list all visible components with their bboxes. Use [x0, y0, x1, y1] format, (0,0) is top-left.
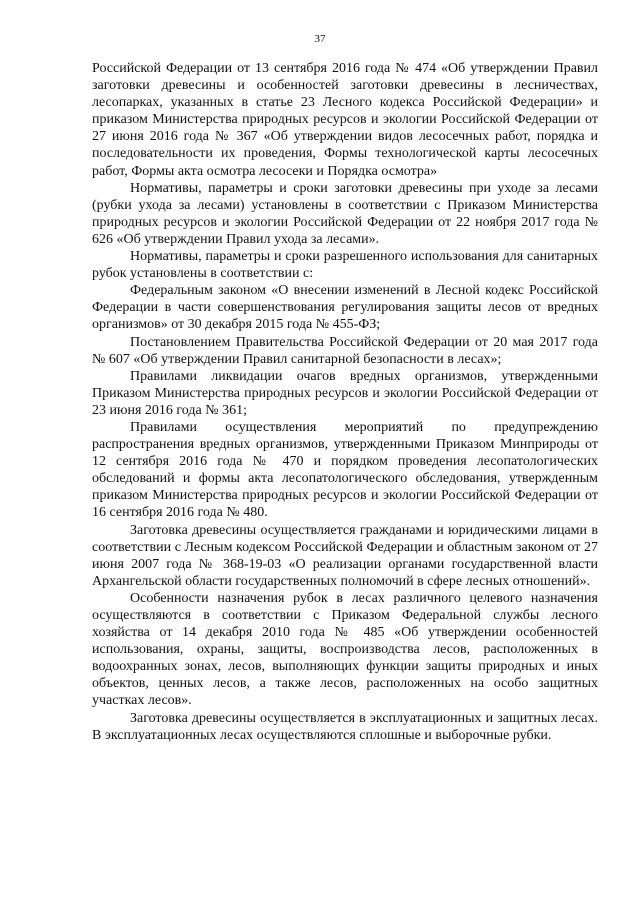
paragraph-harvesting-forests: Заготовка древесины осуществляется в эксплуатационных и защитных лесах. В эксплуатационных лесах осуществляются сплошные и выборочные рубки.: [92, 710, 598, 743]
document-body: [92, 60, 598, 744]
paragraph-timber-harvesting: Заготовка древесины осуществляется гражданами и юридическими лицами в соответствии с Лесным кодексом Российской Федерации и областным законом от 27 июня 2007 года № 368-19-03 «О реализации органами государственной власти Архангельской области государственных полномочий в сфере лесных отношений».: [92, 522, 598, 589]
paragraph-continuation: Российской Федерации от 13 сентября 2016 года № 474 «Об утверждении Правил заготовки древесины и особенностей заготовки древесины в лесничествах, лесопарках, указанных в статье 23 Лесного кодекса Российской Федерации» и приказом Министерства природных ресурсов и экологии Российской Федерации от 27 июня 2016 года № 367 «Об утверждении видов лесосечных работ, порядка и последовательности их проведения, Формы технологической карты лесосечных работ, Формы акта осмотра лесосеки и Порядка осмотра»: [92, 61, 598, 179]
paragraph-government-decree: Постановлением Правительства Российской Федерации от 20 мая 2017 года № 607 «Об утверждении Правил санитарной безопасности в лесах»;: [92, 334, 598, 367]
paragraph-pest-prevention-rules: Правилами осуществления мероприятий по предупреждению распространения вредных организмов, утвержденными Приказом Минприроды от 12 сентября 2016 года № 470 и порядком проведения лесопатологических обследований и формы акта лесопатологического обследования, утвержденным приказом Министерства природных ресурсов и экологии Российской Федерации от 16 сентября 2016 года № 480.: [92, 419, 598, 521]
paragraph-sanitary-standards: Нормативы, параметры и сроки разрешенного использования для санитарных рубок установлены в соответствии с:: [92, 249, 598, 282]
page-number: 37: [314, 33, 326, 45]
paragraph-felling-features: Особенности назначения рубок в лесах различного целевого назначения осуществляются в соответствии с Приказом Федеральной службы лесного хозяйства от 14 декабря 2010 года № 485 «Об утверждении особенностей использования, охраны, защиты, воспроизводства лесов, расположенных в водоохранных зонах, лесов, выполняющих функции защиты природных и иных объектов, ценных лесов, а также лесов, расположенных на особо защитных участках лесов».: [92, 590, 598, 709]
paragraph-federal-law: Федеральным законом «О внесении изменений в Лесной кодекс Российской Федерации в части совершенствования регулирования защиты лесов от вредных организмов» от 30 декабря 2015 года № 455-ФЗ;: [92, 283, 598, 333]
paragraph-thinning-standards: Нормативы, параметры и сроки заготовки древесины при уходе за лесами (рубки ухода за лесами) установлены в соответствии с Приказом Министерства природных ресурсов и экологии Российской Федерации от 22 ноября 2017 года № 626 «Об утверждении Правил ухода за лесами».: [92, 180, 598, 247]
paragraph-pest-elimination-rules: Правилами ликвидации очагов вредных организмов, утвержденными Приказом Министерства природных ресурсов и экологии Российской Федерации от 23 июня 2016 года № 361;: [92, 368, 598, 418]
